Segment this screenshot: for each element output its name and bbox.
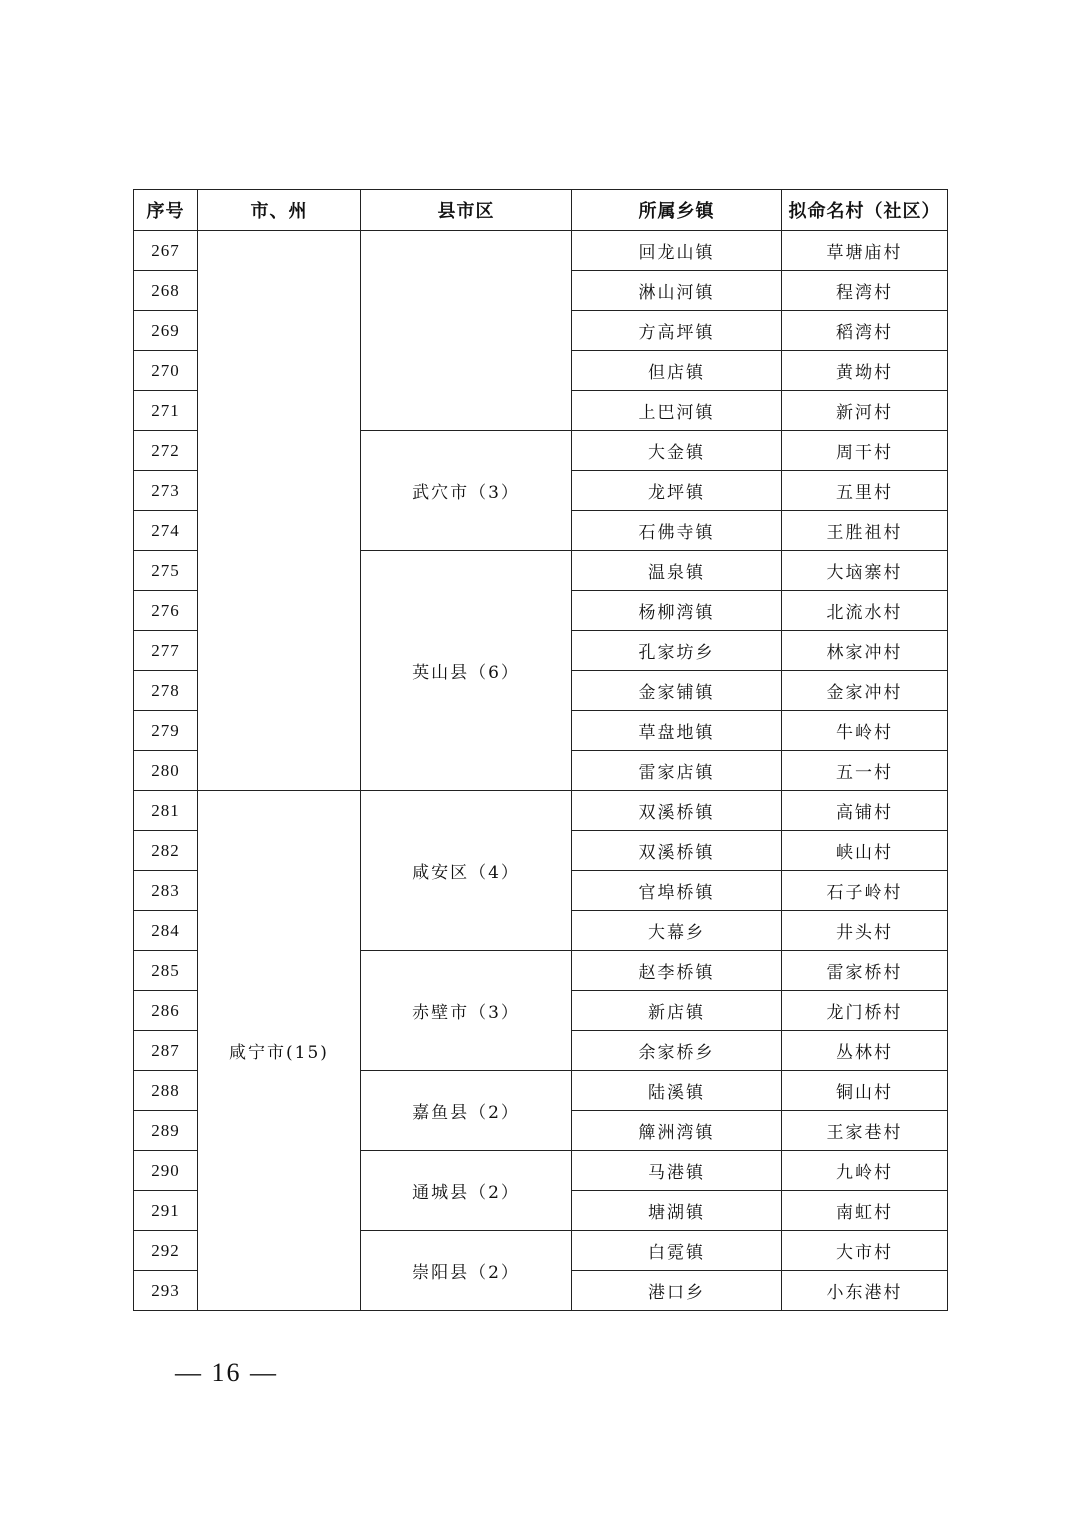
cell-town: 方高坪镇 xyxy=(572,311,782,351)
cell-village: 南虹村 xyxy=(782,1191,948,1231)
cell-county: 赤壁市（3） xyxy=(361,951,572,1071)
cell-seq: 267 xyxy=(134,231,198,271)
cell-town: 大金镇 xyxy=(572,431,782,471)
cell-village: 牛岭村 xyxy=(782,711,948,751)
cell-seq: 276 xyxy=(134,591,198,631)
cell-town: 回龙山镇 xyxy=(572,231,782,271)
cell-village: 九岭村 xyxy=(782,1151,948,1191)
cell-town: 赵李桥镇 xyxy=(572,951,782,991)
cell-seq: 278 xyxy=(134,671,198,711)
cell-seq: 270 xyxy=(134,351,198,391)
cell-town: 余家桥乡 xyxy=(572,1031,782,1071)
header-seq: 序号 xyxy=(134,190,198,231)
cell-village: 北流水村 xyxy=(782,591,948,631)
cell-town: 双溪桥镇 xyxy=(572,831,782,871)
cell-town: 双溪桥镇 xyxy=(572,791,782,831)
cell-town: 大幕乡 xyxy=(572,911,782,951)
cell-village: 王胜祖村 xyxy=(782,511,948,551)
cell-town: 孔家坊乡 xyxy=(572,631,782,671)
cell-seq: 277 xyxy=(134,631,198,671)
cell-village: 五里村 xyxy=(782,471,948,511)
cell-seq: 285 xyxy=(134,951,198,991)
cell-seq: 288 xyxy=(134,1071,198,1111)
cell-county: 嘉鱼县（2） xyxy=(361,1071,572,1151)
cell-village: 雷家桥村 xyxy=(782,951,948,991)
cell-town: 官埠桥镇 xyxy=(572,871,782,911)
cell-seq: 275 xyxy=(134,551,198,591)
cell-county: 崇阳县（2） xyxy=(361,1231,572,1311)
cell-seq: 282 xyxy=(134,831,198,871)
cell-seq: 280 xyxy=(134,751,198,791)
header-city: 市、州 xyxy=(198,190,361,231)
cell-seq: 281 xyxy=(134,791,198,831)
cell-village: 林家冲村 xyxy=(782,631,948,671)
cell-seq: 290 xyxy=(134,1151,198,1191)
cell-seq: 272 xyxy=(134,431,198,471)
cell-village: 丛林村 xyxy=(782,1031,948,1071)
cell-seq: 279 xyxy=(134,711,198,751)
cell-village: 新河村 xyxy=(782,391,948,431)
header-county: 县市区 xyxy=(361,190,572,231)
cell-village: 金家冲村 xyxy=(782,671,948,711)
cell-town: 簰洲湾镇 xyxy=(572,1111,782,1151)
cell-town: 淋山河镇 xyxy=(572,271,782,311)
cell-county: 通城县（2） xyxy=(361,1151,572,1231)
cell-county: 武穴市（3） xyxy=(361,431,572,551)
cell-village: 稻湾村 xyxy=(782,311,948,351)
cell-town: 金家铺镇 xyxy=(572,671,782,711)
cell-village: 大市村 xyxy=(782,1231,948,1271)
cell-seq: 286 xyxy=(134,991,198,1031)
villages-table xyxy=(133,189,948,1311)
cell-town: 石佛寺镇 xyxy=(572,511,782,551)
cell-village: 草塘庙村 xyxy=(782,231,948,271)
cell-town: 塘湖镇 xyxy=(572,1191,782,1231)
cell-village: 程湾村 xyxy=(782,271,948,311)
cell-village: 王家巷村 xyxy=(782,1111,948,1151)
cell-village: 小东港村 xyxy=(782,1271,948,1311)
cell-town: 白霓镇 xyxy=(572,1231,782,1271)
cell-seq: 274 xyxy=(134,511,198,551)
cell-seq: 283 xyxy=(134,871,198,911)
cell-village: 龙门桥村 xyxy=(782,991,948,1031)
table-row xyxy=(134,231,948,271)
cell-village: 铜山村 xyxy=(782,1071,948,1111)
cell-village: 井头村 xyxy=(782,911,948,951)
header-village: 拟命名村（社区） xyxy=(782,190,948,231)
cell-county xyxy=(361,231,572,431)
cell-village: 高铺村 xyxy=(782,791,948,831)
cell-village: 周干村 xyxy=(782,431,948,471)
page-number: — 16 — xyxy=(175,1358,278,1387)
cell-town: 上巴河镇 xyxy=(572,391,782,431)
cell-seq: 289 xyxy=(134,1111,198,1151)
cell-town: 温泉镇 xyxy=(572,551,782,591)
cell-town: 新店镇 xyxy=(572,991,782,1031)
header-town: 所属乡镇 xyxy=(572,190,782,231)
cell-village: 黄坳村 xyxy=(782,351,948,391)
cell-county: 英山县（6） xyxy=(361,551,572,791)
table-row xyxy=(134,791,948,831)
cell-seq: 284 xyxy=(134,911,198,951)
cell-town: 陆溪镇 xyxy=(572,1071,782,1111)
table-body xyxy=(134,231,948,1311)
cell-town: 雷家店镇 xyxy=(572,751,782,791)
cell-town: 杨柳湾镇 xyxy=(572,591,782,631)
cell-village: 峡山村 xyxy=(782,831,948,871)
cell-village: 大垴寨村 xyxy=(782,551,948,591)
cell-city: 咸宁市(15) xyxy=(198,791,361,1311)
cell-seq: 291 xyxy=(134,1191,198,1231)
cell-town: 马港镇 xyxy=(572,1151,782,1191)
cell-town: 龙坪镇 xyxy=(572,471,782,511)
cell-seq: 271 xyxy=(134,391,198,431)
cell-town: 但店镇 xyxy=(572,351,782,391)
cell-seq: 269 xyxy=(134,311,198,351)
cell-village: 石子岭村 xyxy=(782,871,948,911)
cell-seq: 268 xyxy=(134,271,198,311)
cell-town: 草盘地镇 xyxy=(572,711,782,751)
cell-seq: 273 xyxy=(134,471,198,511)
cell-seq: 292 xyxy=(134,1231,198,1271)
cell-city xyxy=(198,231,361,791)
cell-village: 五一村 xyxy=(782,751,948,791)
cell-county: 咸安区（4） xyxy=(361,791,572,951)
cell-seq: 287 xyxy=(134,1031,198,1071)
cell-seq: 293 xyxy=(134,1271,198,1311)
cell-town: 港口乡 xyxy=(572,1271,782,1311)
table-header-row xyxy=(134,190,948,231)
